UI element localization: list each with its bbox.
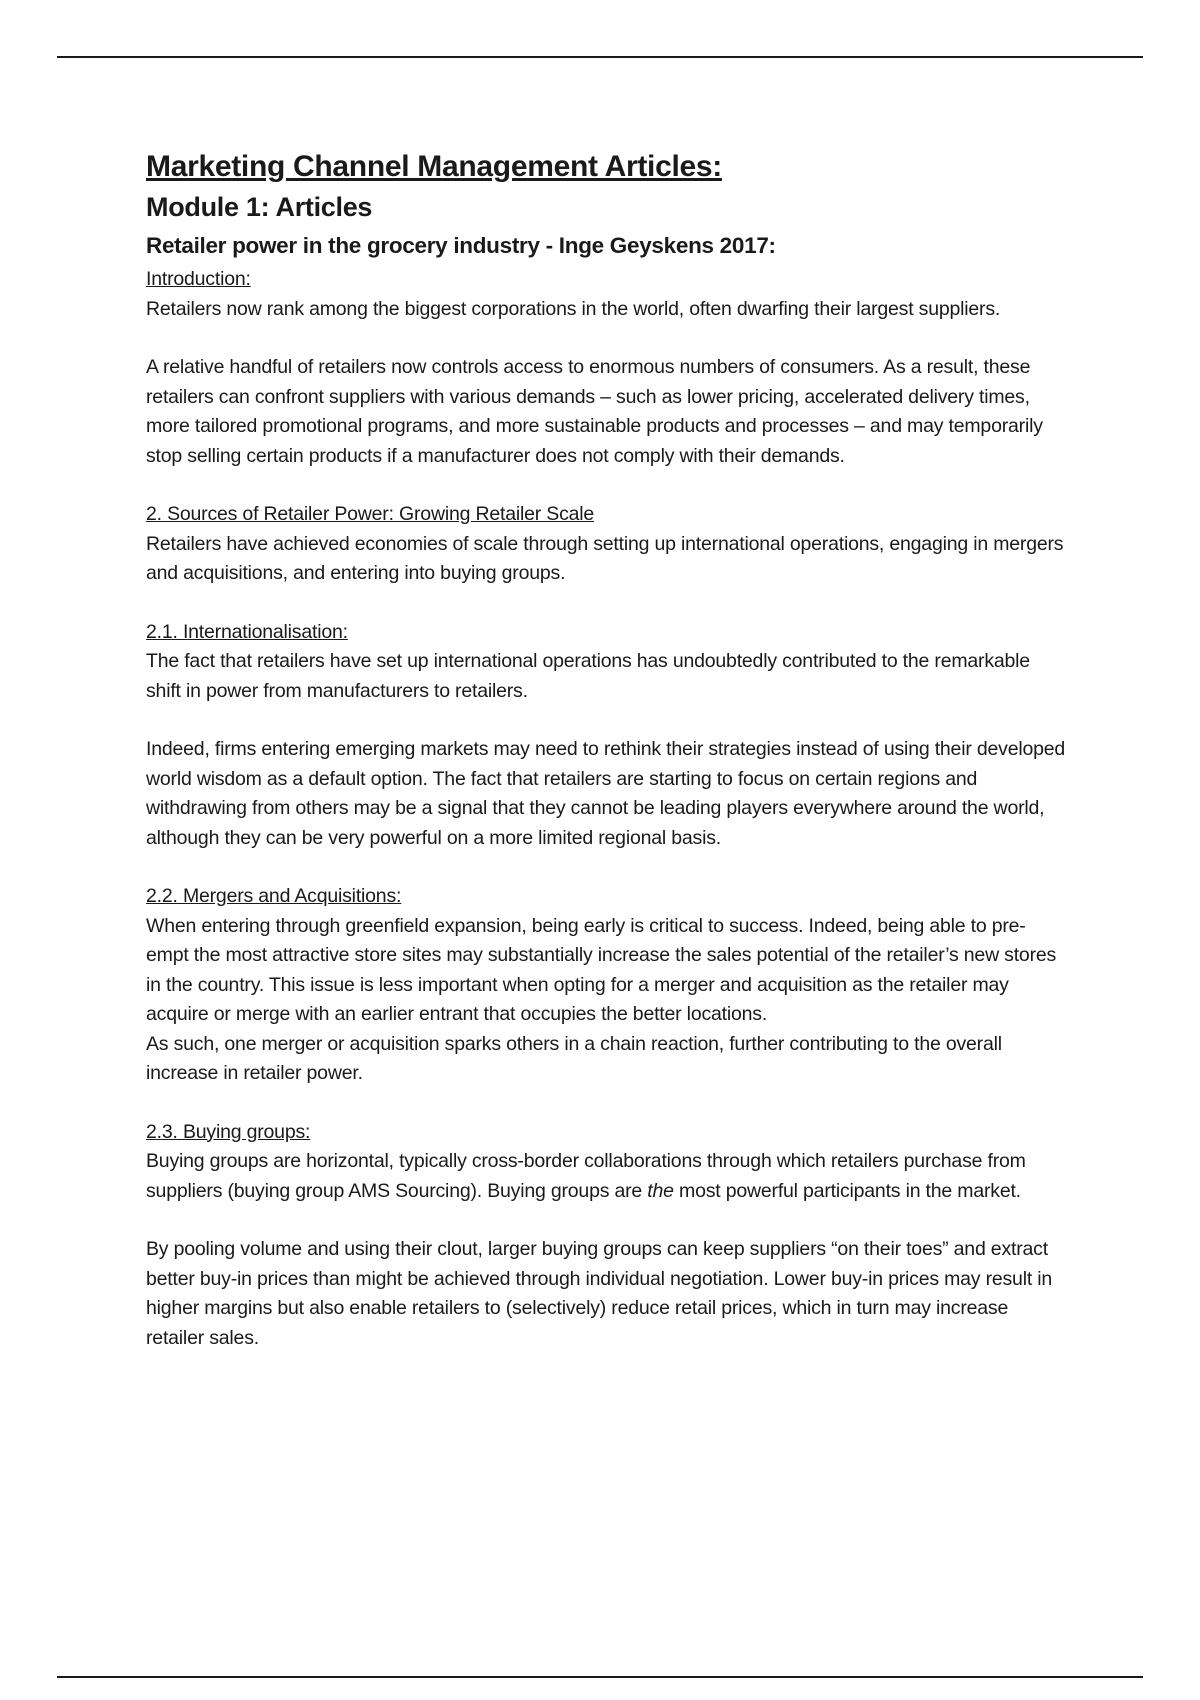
section-heading-sources: 2. Sources of Retailer Power: Growing Retailer Scale [146, 503, 595, 525]
paragraph: The fact that retailers have set up international operations has undoubtedly contributed to the remarkable shift in power from manufacturers to retailers. [146, 650, 1030, 702]
paragraph: Buying groups are horizontal, typically cross-border collaborations through which retailers purchase from suppliers (buying group AMS Sourcing). Buying groups are the most powerful participants in the market. [146, 1150, 1026, 1202]
section-heading-introduction: Introduction: [146, 268, 251, 290]
emphasis: the [647, 1179, 674, 1202]
paragraph: Retailers now rank among the biggest corporations in the world, often dwarfing their largest suppliers. [146, 297, 1001, 320]
paragraph: Retailers have achieved economies of scale through setting up international operations, engaging in mergers and acquisitions, and entering into buying groups. [146, 532, 1064, 584]
article-title: Retailer power in the grocery industry - Inge Geyskens 2017: [146, 233, 776, 258]
section-heading-internationalisation: 2.1. Internationalisation: [146, 620, 348, 643]
paragraph: Indeed, firms entering emerging markets may need to rethink their strategies instead of using their developed world wisdom as a default option. The fact that retailers are starting to focus on certain regions and withdrawing from others may be a signal that they cannot be leading players everywhere around the world, although they can be very powerful on a more limited regional basis. [146, 738, 1066, 849]
bottom-rule [57, 1676, 1143, 1678]
paragraph: When entering through greenfield expansion, being early is critical to success. Indeed, being able to pre-empt the most attractive store sites may substantially increase the sales potential of the retailer’s new stores in the country. This issue is less important when opting for a merger and acquisition as the retailer may acquire or merge with an earlier entrant that occupies the better locations. [146, 914, 1057, 1025]
module-heading: Module 1: Articles [146, 192, 373, 222]
paragraph: By pooling volume and using their clout, larger buying groups can keep suppliers “on their toes” and extract better buy-in prices than might be achieved through individual negotiation. Lower buy-in prices may result in higher margins but also enable retailers to (selectively) reduce retail prices, which in turn may increase retailer sales. [146, 1238, 1053, 1349]
top-rule [57, 56, 1143, 58]
section-heading-mergers: 2.2. Mergers and Acquisitions: [146, 885, 402, 907]
document-title: Marketing Channel Management Articles: [146, 150, 722, 183]
paragraph: As such, one merger or acquisition sparks others in a chain reaction, further contributing to the overall increase in retailer power. [146, 1032, 1002, 1084]
section-heading-buying-groups: 2.3. Buying groups: [146, 1120, 311, 1143]
document-body [146, 147, 1066, 1353]
paragraph: A relative handful of retailers now controls access to enormous numbers of consumers. As a result, these retailers can confront suppliers with various demands – such as lower pricing, accelerated delivery times, more tailored promotional programs, and more sustainable products and processes – and may temporarily stop selling certain products if a manufacturer does not comply with their demands. [146, 356, 1043, 467]
